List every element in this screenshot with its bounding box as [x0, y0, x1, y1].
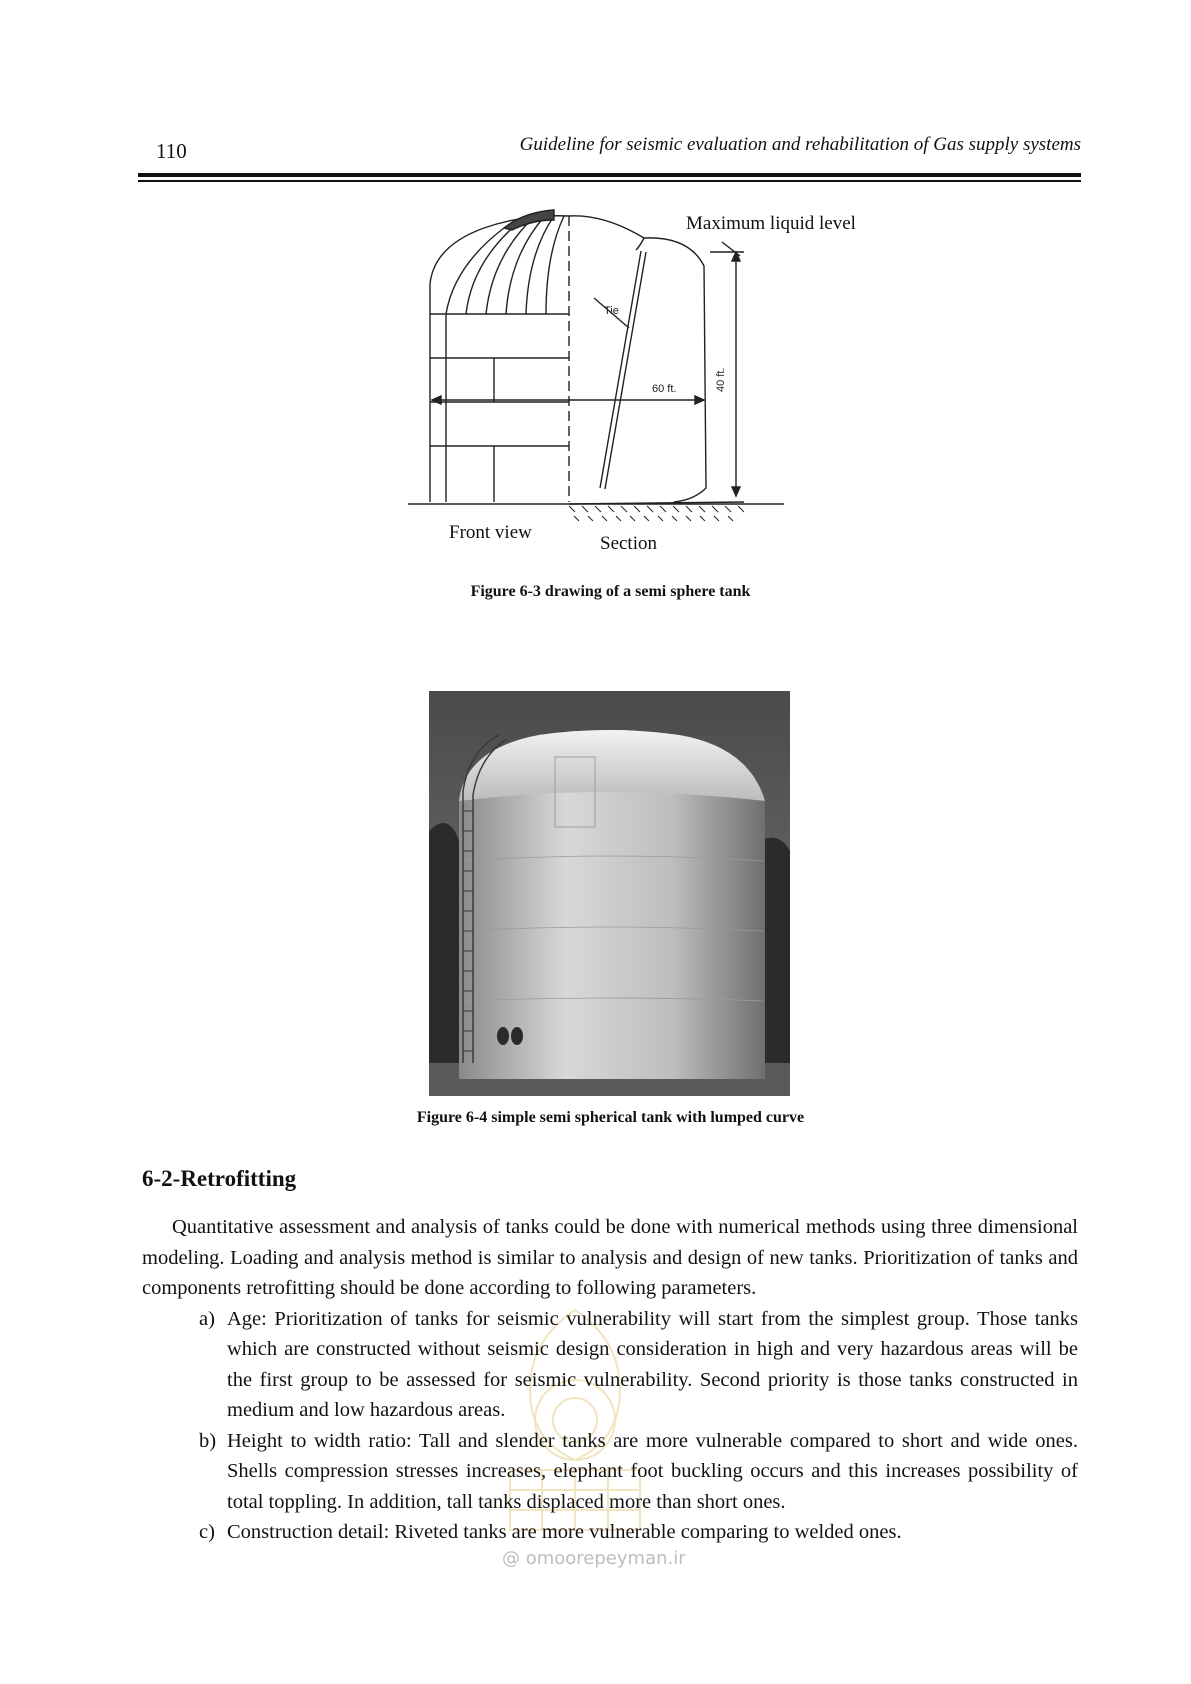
- parameter-list: [142, 1304, 1078, 1548]
- front-view-label: Front view: [449, 522, 532, 543]
- section-label: Section: [600, 533, 657, 554]
- tank-drawing-figure: [404, 206, 794, 556]
- section-body: [142, 1212, 1078, 1548]
- figure-caption-6-4: Figure 6-4 simple semi spherical tank with lumped curve: [416, 1109, 805, 1126]
- list-item-text: Construction detail: Riveted tanks are more vulnerable comparing to welded ones.: [227, 1521, 902, 1543]
- diameter-label: 60 ft.: [652, 383, 677, 395]
- section-heading: 6-2-Retrofitting: [142, 1166, 297, 1191]
- intro-paragraph: Quantitative assessment and analysis of tanks could be done with numerical methods using three dimensional modeling. Loading and analysis method is similar to analysis and design of new tanks. Prioritization of tanks and components retrofitting should be done according to following parameters.: [142, 1216, 1078, 1299]
- list-item: [142, 1304, 1078, 1426]
- list-item-text: Height to width ratio: Tall and slender tanks are more vulnerable compared to short and wide ones. Shells compression stresses increases, elephant foot buckling occurs and this increases possibility of total toppling. In addition, tall tanks displaced more than short ones.: [227, 1429, 1078, 1513]
- watermark-url-text: omoorepeyman.ir: [525, 1548, 686, 1569]
- tie-label: Tie: [604, 305, 619, 317]
- list-marker: a): [199, 1307, 215, 1330]
- header-rule-thin: [138, 180, 1081, 182]
- page-number: 110: [156, 139, 187, 163]
- list-marker: c): [199, 1521, 215, 1543]
- header-rule: [138, 173, 1081, 177]
- list-item: [142, 1517, 1078, 1548]
- max-liquid-level-label: Maximum liquid level: [686, 213, 856, 234]
- list-item-text: Age: Prioritization of tanks for seismic vulnerability will start from the simplest group. Those tanks which are constructed without seismic design consideration in high and very hazardous areas will be the first group to be assessed for seismic vulnerability. Second priority is those tanks constructed in medium and low hazardous areas.: [227, 1307, 1078, 1421]
- tank-photo: [429, 691, 790, 1096]
- list-marker: b): [199, 1429, 217, 1452]
- watermark-url: @ omoorepeyman.ir: [502, 1548, 686, 1569]
- list-item: [142, 1426, 1078, 1518]
- figure-caption-6-3: Figure 6-3 drawing of a semi sphere tank: [470, 583, 751, 600]
- height-label: 40 ft.: [715, 367, 727, 392]
- running-header: Guideline for seismic evaluation and rehabilitation of Gas supply systems: [519, 134, 1081, 155]
